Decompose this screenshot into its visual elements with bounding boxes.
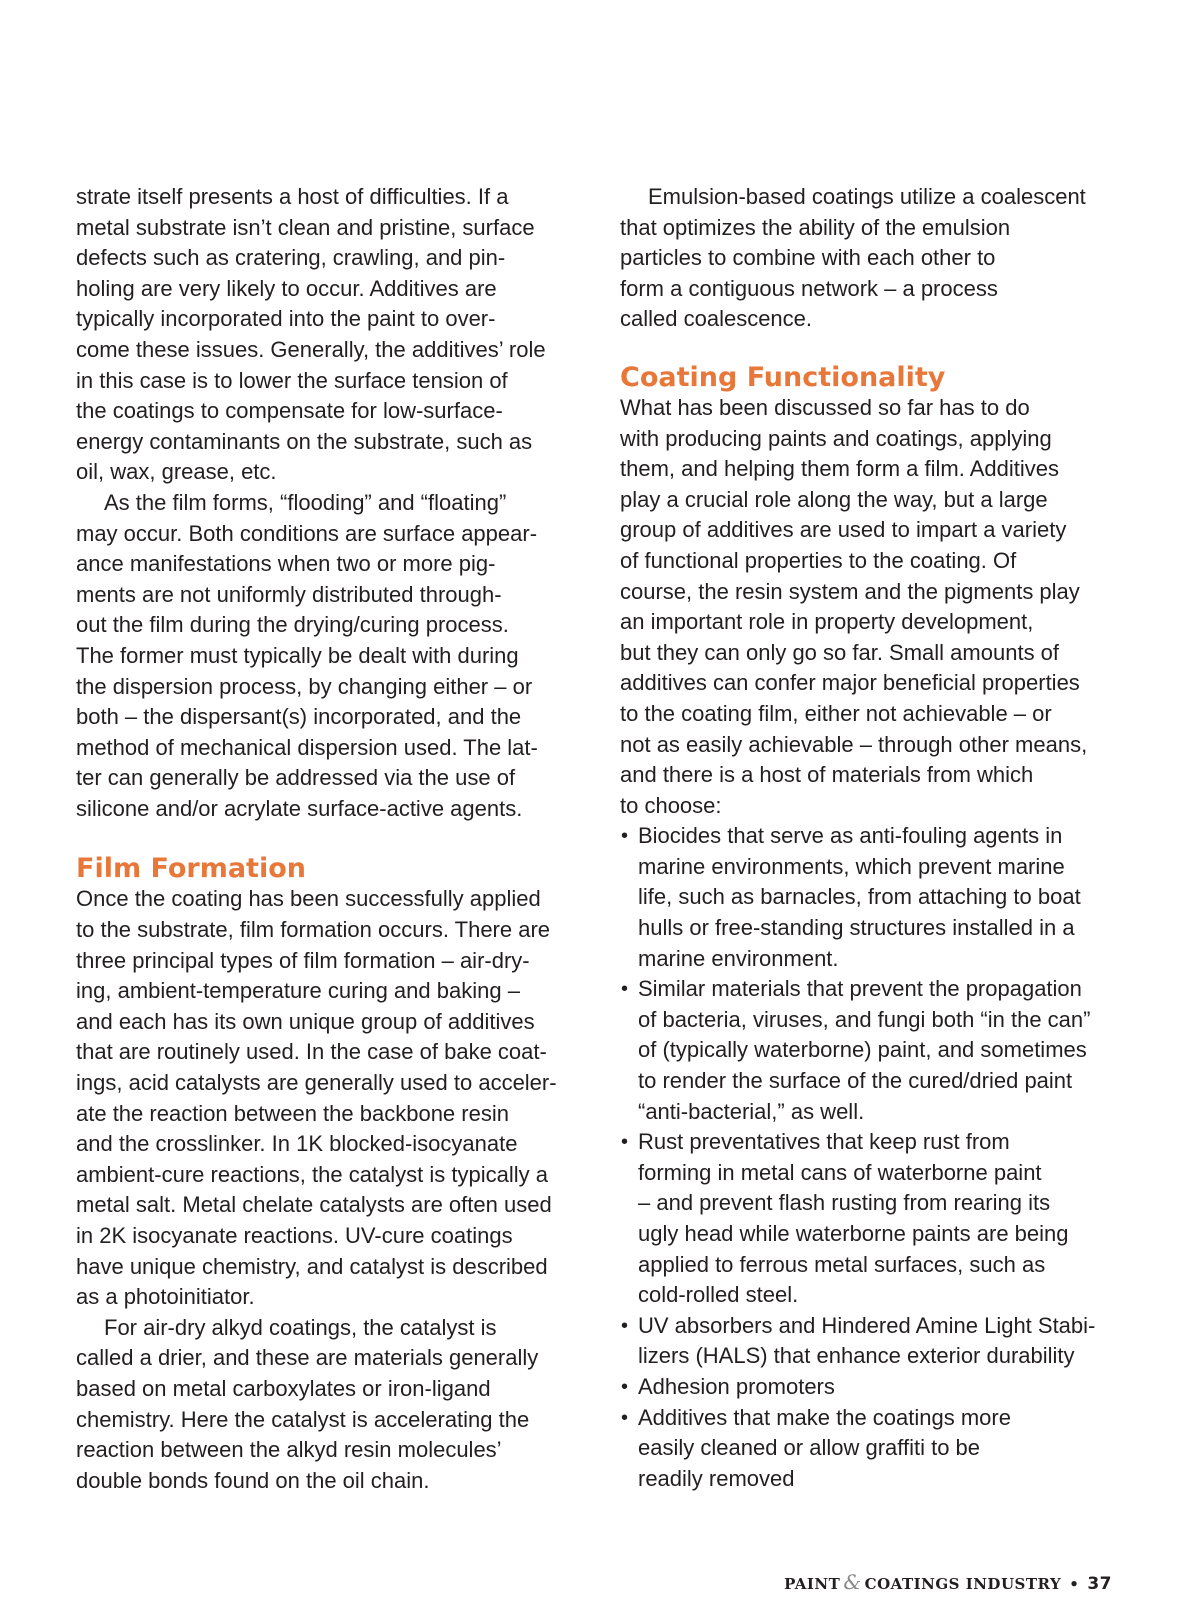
text-line: “anti-bacterial,” as well. bbox=[638, 1098, 865, 1124]
text-line: may occur. Both conditions are surface appear- bbox=[76, 520, 538, 546]
text-line: have unique chemistry, and catalyst is described bbox=[76, 1253, 548, 1279]
text-line: and each has its own unique group of additives bbox=[76, 1008, 535, 1034]
text-line: additives can confer major beneficial properties bbox=[620, 670, 1080, 696]
right-paragraph-1 bbox=[620, 182, 1130, 335]
text-line: chemistry. Here the catalyst is accelerating the bbox=[76, 1406, 530, 1432]
text-line: both – the dispersant(s) incorporated, and the bbox=[76, 704, 522, 730]
bullet-dot: • bbox=[621, 1314, 629, 1337]
text-line: method of mechanical dispersion used. The lat- bbox=[76, 734, 538, 760]
text-line: in this case is to lower the surface tension of bbox=[76, 367, 508, 393]
text-line: ugly head while waterborne paints are being bbox=[638, 1221, 1069, 1246]
footer-separator: • bbox=[1069, 1575, 1080, 1593]
text-line: – and prevent flash rusting from rearing its bbox=[638, 1190, 1051, 1216]
text-line: come these issues. Generally, the additives’ role bbox=[76, 336, 546, 362]
right-paragraph-2 bbox=[620, 393, 1130, 821]
left-paragraph-2 bbox=[76, 488, 576, 825]
list-item bbox=[620, 1311, 1130, 1372]
bullet-dot: • bbox=[621, 978, 629, 1001]
text-line: ter can generally be addressed via the use of bbox=[76, 765, 516, 791]
text-line: metal salt. Metal chelate catalysts are often used bbox=[76, 1192, 552, 1218]
section-heading-film-formation: Film Formation bbox=[76, 853, 306, 885]
page-footer bbox=[784, 1570, 1112, 1594]
text-line: hulls or free-standing structures installed in a bbox=[638, 915, 1075, 941]
text-line: to choose: bbox=[620, 792, 722, 818]
text-line: based on metal carboxylates or iron-ligand bbox=[76, 1375, 491, 1401]
section-heading-coating-functionality: Coating Functionality bbox=[620, 361, 946, 393]
text-line: metal substrate isn’t clean and pristine, surface bbox=[76, 214, 535, 240]
text-line: but they can only go so far. Small amounts of bbox=[620, 639, 1060, 665]
text-line: Rust preventatives that keep rust from bbox=[638, 1129, 1010, 1155]
text-line: defects such as cratering, crawling, and pin- bbox=[76, 245, 506, 271]
text-line: marine environments, which prevent marine bbox=[638, 853, 1065, 879]
text-line: called a drier, and these are materials generally bbox=[76, 1345, 539, 1371]
text-line: to the coating film, either not achievable – or bbox=[620, 700, 1052, 726]
text-line: not as easily achievable – through other means, bbox=[620, 731, 1088, 757]
text-line: lizers (HALS) that enhance exterior durability bbox=[638, 1343, 1075, 1369]
text-line: ing, ambient-temperature curing and baking – bbox=[76, 978, 520, 1004]
text-line: with producing paints and coatings, applying bbox=[620, 425, 1052, 451]
text-line: to render the surface of the cured/dried paint bbox=[638, 1068, 1073, 1094]
footer-publication-word-2: COATINGS INDUSTRY bbox=[864, 1575, 1062, 1593]
text-line: oil, wax, grease, etc. bbox=[76, 459, 277, 485]
text-line: applied to ferrous metal surfaces, such as bbox=[638, 1251, 1046, 1277]
text-line: The former must typically be dealt with during bbox=[76, 642, 519, 668]
text-line: of functional properties to the coating. Of bbox=[620, 547, 1017, 573]
text-line: out the film during the drying/curing process. bbox=[76, 612, 509, 638]
text-line: ate the reaction between the backbone resin bbox=[76, 1100, 509, 1126]
text-line: What has been discussed so far has to do bbox=[620, 394, 1030, 420]
text-line: holing are very likely to occur. Additives are bbox=[76, 275, 497, 301]
text-line: reaction between the alkyd resin molecules’ bbox=[76, 1437, 502, 1463]
text-line: easily cleaned or allow graffiti to be bbox=[638, 1435, 981, 1461]
text-line: and the crosslinker. In 1K blocked-isocyanate bbox=[76, 1131, 518, 1157]
text-line: Additives that make the coatings more bbox=[638, 1404, 1011, 1430]
bullet-dot: • bbox=[621, 825, 629, 848]
text-line: ments are not uniformly distributed through- bbox=[76, 581, 502, 607]
left-paragraph-1 bbox=[76, 182, 576, 488]
list-item bbox=[620, 974, 1130, 1127]
text-line: Emulsion-based coatings utilize a coalescent bbox=[648, 184, 1086, 209]
list-item bbox=[620, 821, 1130, 974]
list-item bbox=[620, 1403, 1130, 1495]
left-paragraph-3 bbox=[76, 884, 576, 1312]
text-line: of (typically waterborne) paint, and sometimes bbox=[638, 1037, 1087, 1063]
text-line: them, and helping them form a film. Additives bbox=[620, 456, 1059, 482]
text-line: ance manifestations when two or more pig- bbox=[76, 551, 496, 577]
text-line: Biocides that serve as anti-fouling agents in bbox=[638, 823, 1063, 849]
text-line: particles to combine with each other to bbox=[620, 245, 996, 271]
text-line: to the substrate, film formation occurs. There are bbox=[76, 917, 551, 943]
text-line: typically incorporated into the paint to over- bbox=[76, 306, 496, 332]
list-item bbox=[620, 1127, 1130, 1311]
text-line: group of additives are used to impart a variety bbox=[620, 517, 1067, 543]
bullet-dot: • bbox=[621, 1131, 629, 1154]
footer-publication-word-1: PAINT bbox=[784, 1575, 841, 1593]
text-line: play a crucial role along the way, but a large bbox=[620, 486, 1048, 512]
text-line: silicone and/or acrylate surface-active agents. bbox=[76, 795, 523, 821]
text-line: life, such as barnacles, from attaching to boat bbox=[638, 884, 1081, 910]
bullet-dot: • bbox=[621, 1375, 629, 1398]
left-column bbox=[76, 182, 576, 1496]
left-paragraph-4 bbox=[76, 1313, 576, 1497]
text-line: ambient-cure reactions, the catalyst is typically a bbox=[76, 1161, 548, 1187]
text-line: the coatings to compensate for low-surface- bbox=[76, 398, 503, 424]
text-line: ings, acid catalysts are generally used to acceler- bbox=[76, 1070, 557, 1096]
text-line: Similar materials that prevent the propagation bbox=[638, 976, 1082, 1002]
text-line: that optimizes the ability of the emulsion bbox=[620, 214, 1011, 240]
text-line: of bacteria, viruses, and fungi both “in the can” bbox=[638, 1006, 1091, 1032]
text-line: For air-dry alkyd coatings, the catalyst is bbox=[104, 1314, 497, 1340]
text-line: form a contiguous network – a process bbox=[620, 275, 998, 301]
text-line: Once the coating has been successfully applied bbox=[76, 886, 541, 912]
text-line: and there is a host of materials from which bbox=[620, 762, 1034, 788]
text-line: forming in metal cans of waterborne paint bbox=[638, 1159, 1042, 1185]
text-line: in 2K isocyanate reactions. UV-cure coatings bbox=[76, 1223, 513, 1248]
text-line: three principal types of film formation – air-dry- bbox=[76, 947, 530, 973]
text-line: readily removed bbox=[638, 1465, 795, 1491]
text-line: that are routinely used. In the case of bake coat- bbox=[76, 1039, 547, 1065]
text-line: energy contaminants on the substrate, such as bbox=[76, 428, 533, 454]
footer-ampersand: & bbox=[843, 1570, 862, 1594]
page-number: 37 bbox=[1087, 1574, 1112, 1594]
text-line: double bonds found on the oil chain. bbox=[76, 1467, 430, 1493]
text-line: course, the resin system and the pigments play bbox=[620, 578, 1080, 604]
text-line: marine environment. bbox=[638, 945, 839, 971]
text-line: strate itself presents a host of difficulties. If a bbox=[76, 184, 509, 209]
text-line: UV absorbers and Hindered Amine Light Stabi- bbox=[638, 1312, 1096, 1338]
text-line: As the film forms, “flooding” and “floating” bbox=[104, 489, 507, 515]
text-line: as a photoinitiator. bbox=[76, 1284, 255, 1310]
bullet-list bbox=[620, 821, 1130, 1494]
text-line: called coalescence. bbox=[620, 306, 813, 332]
text-line: an important role in property development, bbox=[620, 609, 1034, 635]
text-line: cold-rolled steel. bbox=[638, 1282, 799, 1308]
text-line: Adhesion promoters bbox=[638, 1373, 835, 1399]
right-column bbox=[620, 182, 1130, 1494]
bullet-dot: • bbox=[621, 1406, 629, 1429]
list-item bbox=[620, 1372, 1130, 1403]
text-line: the dispersion process, by changing either – or bbox=[76, 673, 533, 699]
